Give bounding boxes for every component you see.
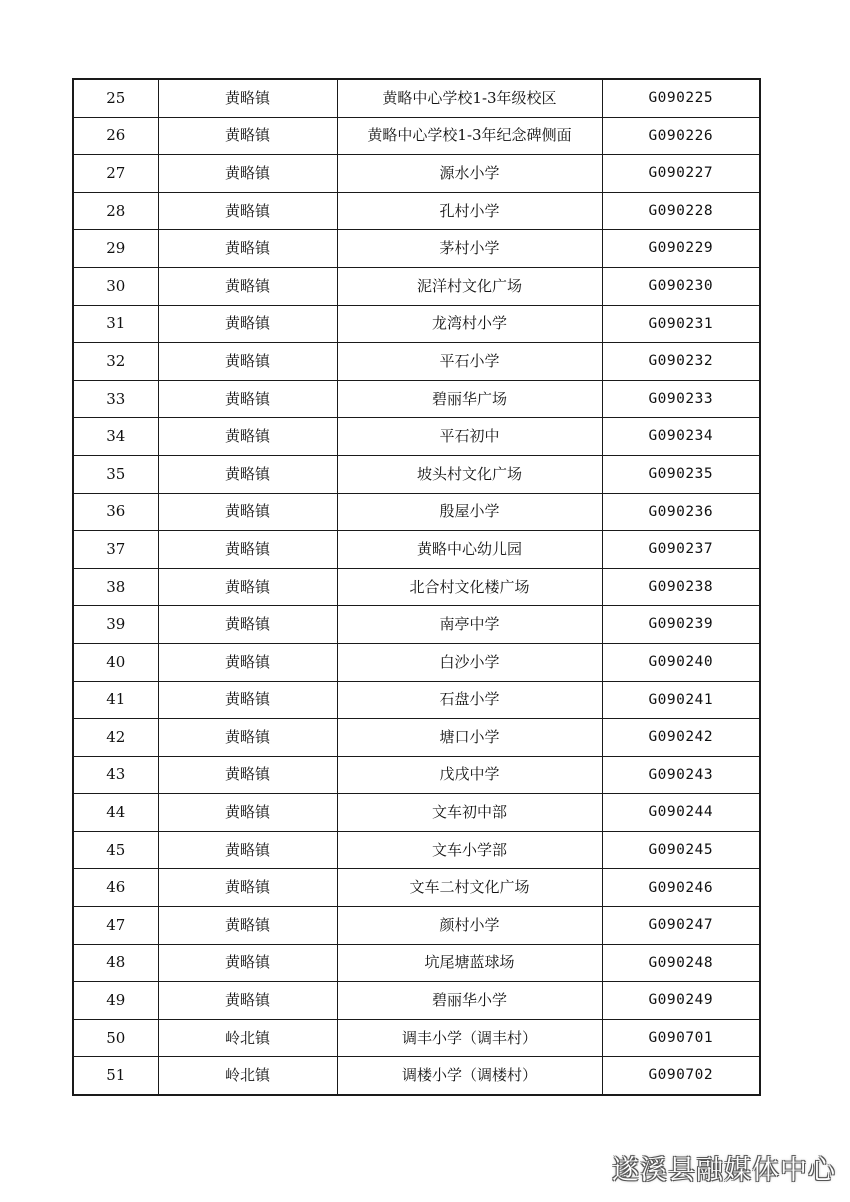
site-code-cell: G090701	[602, 1019, 760, 1057]
table-row	[73, 455, 760, 493]
table-row	[73, 568, 760, 606]
site-code-cell: G090241	[602, 681, 760, 719]
town-cell: 黄略镇	[158, 117, 337, 155]
table-row	[73, 756, 760, 794]
row-number-cell: 46	[73, 869, 158, 907]
table-row	[73, 155, 760, 193]
town-cell: 黄略镇	[158, 343, 337, 381]
town-cell: 黄略镇	[158, 155, 337, 193]
table-body	[73, 79, 760, 1095]
site-name-cell: 调丰小学（调丰村）	[337, 1019, 602, 1057]
town-cell: 黄略镇	[158, 380, 337, 418]
town-cell: 黄略镇	[158, 643, 337, 681]
table-row	[73, 267, 760, 305]
table-row	[73, 606, 760, 644]
site-name-cell: 平石初中	[337, 418, 602, 456]
row-number-cell: 37	[73, 531, 158, 569]
table-row	[73, 1019, 760, 1057]
site-name-cell: 平石小学	[337, 343, 602, 381]
table-row	[73, 831, 760, 869]
town-cell: 岭北镇	[158, 1019, 337, 1057]
table-row	[73, 531, 760, 569]
site-code-cell: G090240	[602, 643, 760, 681]
site-code-cell: G090702	[602, 1057, 760, 1095]
site-code-cell: G090230	[602, 267, 760, 305]
town-cell: 黄略镇	[158, 79, 337, 117]
table-row	[73, 869, 760, 907]
row-number-cell: 43	[73, 756, 158, 794]
site-code-cell: G090248	[602, 944, 760, 982]
town-cell: 黄略镇	[158, 493, 337, 531]
site-code-cell: G090231	[602, 305, 760, 343]
site-name-cell: 坡头村文化广场	[337, 455, 602, 493]
site-name-cell: 碧丽华小学	[337, 982, 602, 1020]
site-code-cell: G090226	[602, 117, 760, 155]
site-name-cell: 白沙小学	[337, 643, 602, 681]
row-number-cell: 35	[73, 455, 158, 493]
site-code-cell: G090247	[602, 907, 760, 945]
table-row	[73, 643, 760, 681]
site-name-cell: 戊戌中学	[337, 756, 602, 794]
town-cell: 黄略镇	[158, 305, 337, 343]
town-cell: 黄略镇	[158, 907, 337, 945]
site-name-cell: 黄略中心幼儿园	[337, 531, 602, 569]
row-number-cell: 41	[73, 681, 158, 719]
row-number-cell: 49	[73, 982, 158, 1020]
town-cell: 黄略镇	[158, 944, 337, 982]
site-name-cell: 源水小学	[337, 155, 602, 193]
site-code-cell: G090229	[602, 230, 760, 268]
table-row	[73, 1057, 760, 1095]
town-cell: 黄略镇	[158, 794, 337, 832]
table-row	[73, 493, 760, 531]
site-name-cell: 茅村小学	[337, 230, 602, 268]
town-cell: 黄略镇	[158, 531, 337, 569]
row-number-cell: 48	[73, 944, 158, 982]
table-row	[73, 230, 760, 268]
town-cell: 黄略镇	[158, 606, 337, 644]
row-number-cell: 26	[73, 117, 158, 155]
watermark-text: 遂溪县融媒体中心	[612, 1155, 836, 1186]
site-name-cell: 塘口小学	[337, 719, 602, 757]
site-code-cell: G090233	[602, 380, 760, 418]
town-cell: 黄略镇	[158, 719, 337, 757]
site-code-cell: G090249	[602, 982, 760, 1020]
site-code-cell: G090236	[602, 493, 760, 531]
town-cell: 黄略镇	[158, 831, 337, 869]
row-number-cell: 50	[73, 1019, 158, 1057]
site-name-cell: 北合村文化楼广场	[337, 568, 602, 606]
row-number-cell: 39	[73, 606, 158, 644]
site-name-cell: 坑尾塘蓝球场	[337, 944, 602, 982]
site-name-cell: 文车小学部	[337, 831, 602, 869]
table-row	[73, 305, 760, 343]
row-number-cell: 38	[73, 568, 158, 606]
table-row	[73, 681, 760, 719]
location-table	[72, 78, 761, 1096]
row-number-cell: 33	[73, 380, 158, 418]
town-cell: 黄略镇	[158, 982, 337, 1020]
table-row	[73, 719, 760, 757]
town-cell: 黄略镇	[158, 568, 337, 606]
town-cell: 黄略镇	[158, 418, 337, 456]
site-name-cell: 调楼小学（调楼村）	[337, 1057, 602, 1095]
site-code-cell: G090235	[602, 455, 760, 493]
town-cell: 黄略镇	[158, 681, 337, 719]
table-row	[73, 79, 760, 117]
table-row	[73, 794, 760, 832]
row-number-cell: 44	[73, 794, 158, 832]
town-cell: 黄略镇	[158, 267, 337, 305]
site-name-cell: 殷屋小学	[337, 493, 602, 531]
site-code-cell: G090244	[602, 794, 760, 832]
site-name-cell: 南亭中学	[337, 606, 602, 644]
town-cell: 黄略镇	[158, 455, 337, 493]
table-row	[73, 380, 760, 418]
site-name-cell: 黄略中心学校1-3年纪念碑侧面	[337, 117, 602, 155]
row-number-cell: 42	[73, 719, 158, 757]
table-row	[73, 418, 760, 456]
site-name-cell: 龙湾村小学	[337, 305, 602, 343]
site-name-cell: 文车初中部	[337, 794, 602, 832]
table-row	[73, 192, 760, 230]
site-name-cell: 碧丽华广场	[337, 380, 602, 418]
site-code-cell: G090237	[602, 531, 760, 569]
site-code-cell: G090243	[602, 756, 760, 794]
row-number-cell: 36	[73, 493, 158, 531]
row-number-cell: 47	[73, 907, 158, 945]
site-name-cell: 颜村小学	[337, 907, 602, 945]
row-number-cell: 29	[73, 230, 158, 268]
row-number-cell: 30	[73, 267, 158, 305]
site-name-cell: 石盘小学	[337, 681, 602, 719]
site-code-cell: G090239	[602, 606, 760, 644]
row-number-cell: 40	[73, 643, 158, 681]
row-number-cell: 32	[73, 343, 158, 381]
row-number-cell: 27	[73, 155, 158, 193]
site-code-cell: G090227	[602, 155, 760, 193]
site-code-cell: G090228	[602, 192, 760, 230]
site-code-cell: G090232	[602, 343, 760, 381]
town-cell: 岭北镇	[158, 1057, 337, 1095]
table-row	[73, 982, 760, 1020]
site-name-cell: 孔村小学	[337, 192, 602, 230]
site-name-cell: 文车二村文化广场	[337, 869, 602, 907]
site-code-cell: G090245	[602, 831, 760, 869]
site-code-cell: G090234	[602, 418, 760, 456]
row-number-cell: 51	[73, 1057, 158, 1095]
site-code-cell: G090246	[602, 869, 760, 907]
town-cell: 黄略镇	[158, 869, 337, 907]
site-name-cell: 黄略中心学校1-3年级校区	[337, 79, 602, 117]
town-cell: 黄略镇	[158, 756, 337, 794]
table-row	[73, 944, 760, 982]
row-number-cell: 34	[73, 418, 158, 456]
table-row	[73, 117, 760, 155]
site-name-cell: 泥洋村文化广场	[337, 267, 602, 305]
town-cell: 黄略镇	[158, 192, 337, 230]
table-row	[73, 907, 760, 945]
row-number-cell: 31	[73, 305, 158, 343]
row-number-cell: 45	[73, 831, 158, 869]
row-number-cell: 25	[73, 79, 158, 117]
site-code-cell: G090242	[602, 719, 760, 757]
town-cell: 黄略镇	[158, 230, 337, 268]
table-row	[73, 343, 760, 381]
site-code-cell: G090225	[602, 79, 760, 117]
row-number-cell: 28	[73, 192, 158, 230]
site-code-cell: G090238	[602, 568, 760, 606]
